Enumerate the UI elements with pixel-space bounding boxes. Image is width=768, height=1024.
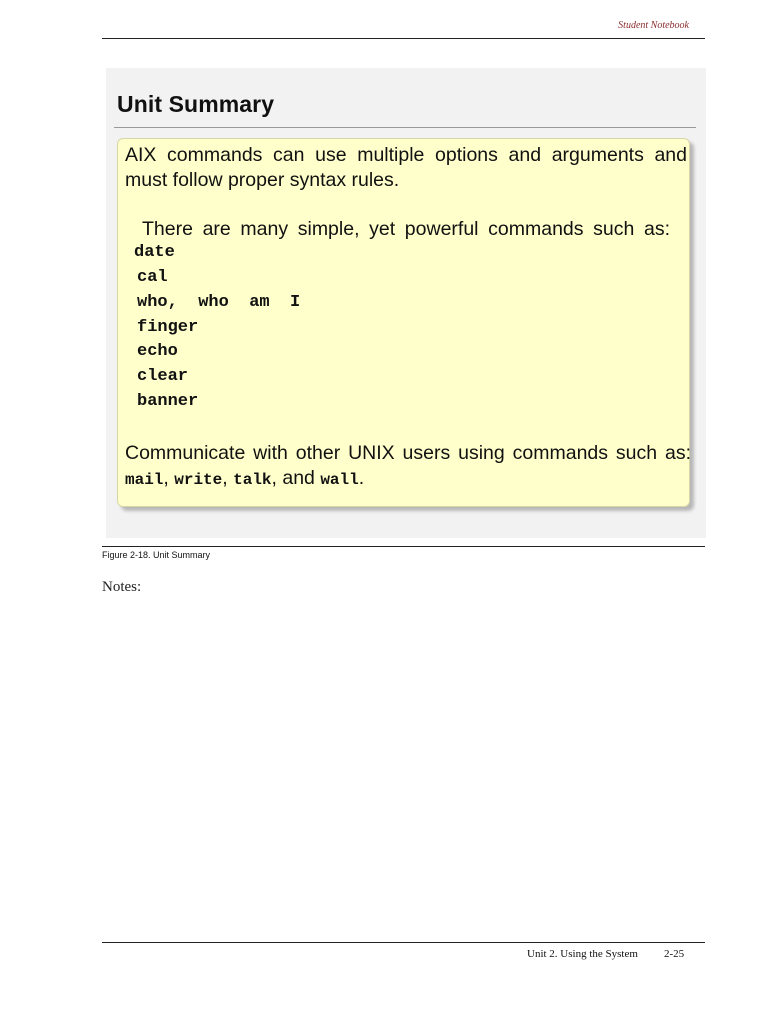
simple-commands-intro: There are many simple, yet powerful commands such as: <box>142 218 670 240</box>
footer-rule <box>102 942 705 943</box>
figure-rule <box>102 546 705 547</box>
command-who: who, who am I <box>137 293 301 312</box>
command-date: date <box>134 243 175 262</box>
separator: , and <box>271 467 321 489</box>
figure-caption: Figure 2-18. Unit Summary <box>102 550 211 560</box>
command-talk: talk <box>233 471 272 489</box>
command-mail: mail <box>125 471 164 489</box>
header-rule <box>102 38 705 39</box>
summary-box <box>117 138 690 507</box>
slide-title: Unit Summary <box>117 91 275 117</box>
slide-figure <box>106 68 706 538</box>
separator: , <box>163 467 175 489</box>
intro-line-2: must follow proper syntax rules. <box>125 169 400 191</box>
header-label: Student Notebook <box>618 20 689 31</box>
slide-title-rule <box>114 127 696 128</box>
command-finger: finger <box>137 318 199 337</box>
command-banner: banner <box>137 392 199 411</box>
command-echo: echo <box>137 342 178 361</box>
command-write: write <box>174 471 223 489</box>
intro-line-1: AIX commands can use multiple options and arguments and <box>125 144 687 166</box>
footer-unit: Unit 2. Using the System <box>527 948 638 960</box>
command-cal: cal <box>137 268 168 287</box>
command-clear: clear <box>137 367 189 386</box>
communicate-line: Communicate with other UNIX users using commands such as: <box>125 442 691 464</box>
separator: , <box>222 467 234 489</box>
communicate-commands <box>125 467 364 490</box>
footer-page-number: 2-25 <box>664 948 685 960</box>
command-wall: wall <box>320 471 359 489</box>
notes-label: Notes: <box>102 579 142 595</box>
period: . <box>358 467 365 489</box>
